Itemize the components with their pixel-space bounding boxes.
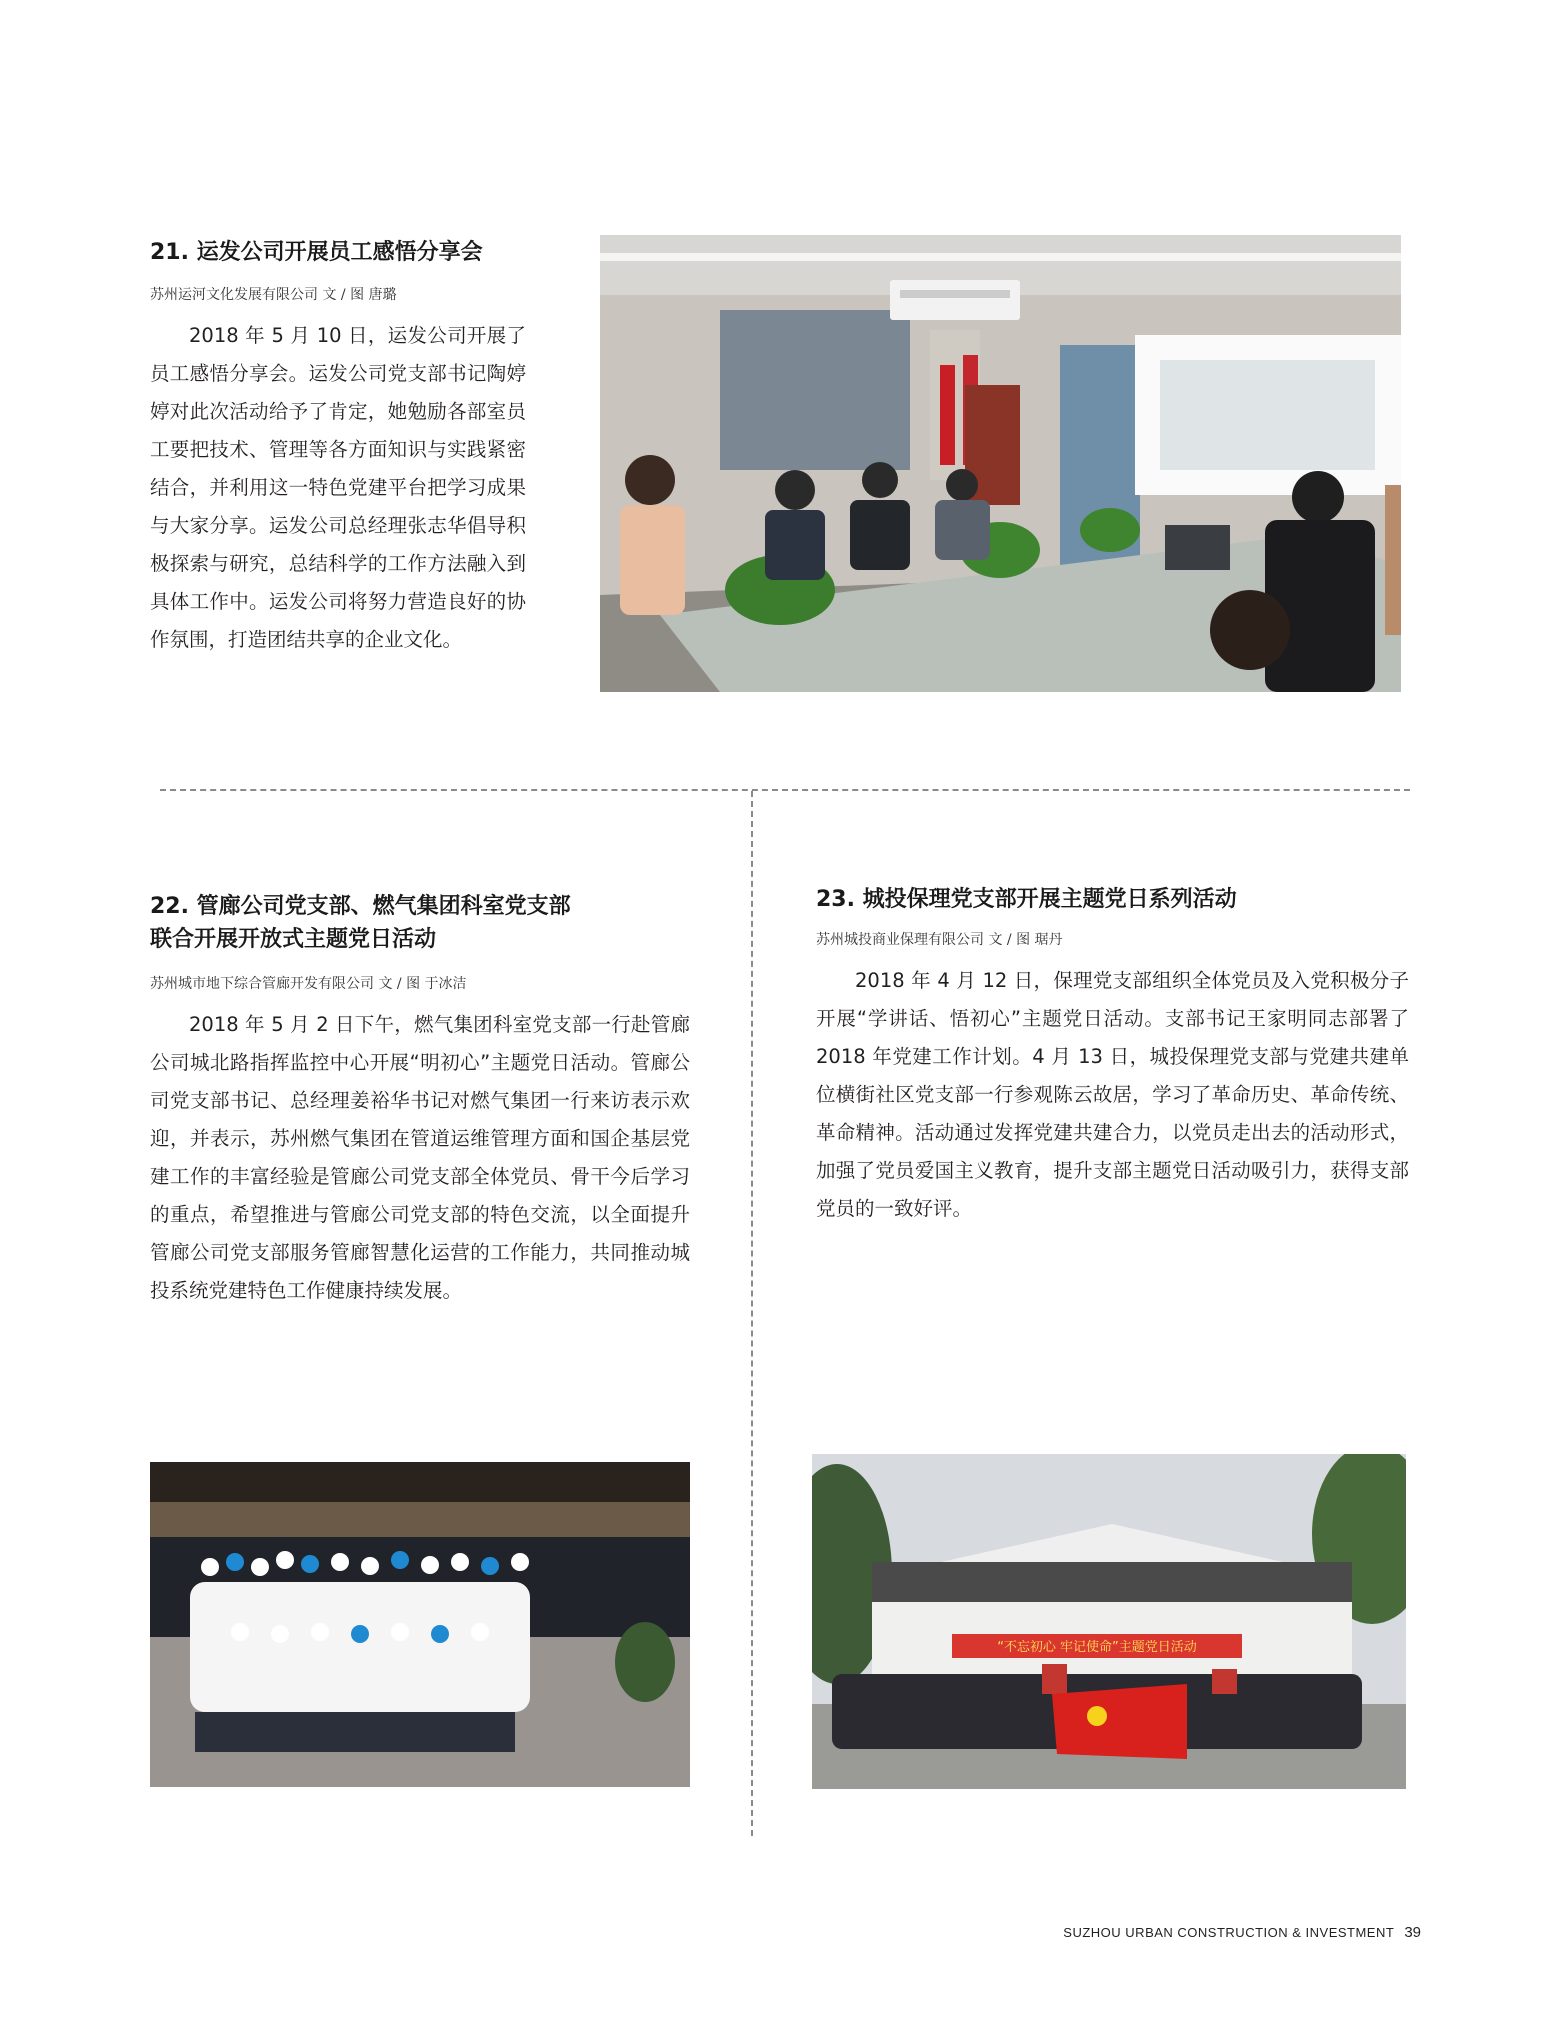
horizontal-divider: [160, 789, 1410, 791]
article-21-paragraph: 2018 年 5 月 10 日，运发公司开展了员工感悟分享会。运发公司党支部书记陶婷婷对此次活动给予了肯定，她勉励各部室员工要把技术、管理等各方面知识与实践紧密结合，并利用这一特色党建平台把学习成果与大家分享。运发公司总经理张志华倡导积极探索与研究，总结科学的工作方法融入到具体工作中。运发公司将努力营造良好的协作氛围，打造团结共享的企业文化。: [150, 324, 526, 651]
article-21-title: 21. 运发公司开展员工感悟分享会: [150, 240, 483, 265]
article-21-byline: 苏州运河文化发展有限公司 文 / 图 唐璐: [150, 287, 397, 303]
article-21-body: [150, 317, 526, 659]
vertical-divider: [751, 791, 753, 1836]
article-23-body: [816, 962, 1409, 1228]
page-footer: [1063, 1922, 1421, 1941]
article-23-paragraph: 2018 年 4 月 12 日，保理党支部组织全体党员及入党积极分子开展“学讲话、悟初心”主题党日活动。支部书记王家明同志部署了 2018 年党建工作计划。4 月 13 日，城投保理党支部与党建共建单位横街社区党支部一行参观陈云故居，学习了革命历史、革命传统、革命精神。活动通过发挥党建共建合力，以党员走出去的活动形式，加强了党员爱国主义教育，提升支部主题党日活动吸引力，获得支部党员的一致好评。: [816, 969, 1409, 1220]
magazine-name: SUZHOU URBAN CONSTRUCTION & INVESTMENT: [1063, 1925, 1395, 1940]
article-22-body: [150, 1006, 690, 1310]
article-22-title-line-2: 联合开展开放式主题党日活动: [150, 927, 437, 952]
article-23-byline: 苏州城投商业保理有限公司 文 / 图 琚丹: [816, 932, 1063, 948]
page-number: 39: [1404, 1924, 1421, 1941]
article-22-byline: 苏州城市地下综合管廊开发有限公司 文 / 图 于冰洁: [150, 976, 467, 992]
banner-text: “不忘初心 牢记使命”主题党日活动: [997, 1640, 1197, 1655]
article-22-title-line-1: 22. 管廊公司党支部、燃气集团科室党支部: [150, 894, 571, 919]
photo-group-hard-hats: [150, 1462, 690, 1787]
article-23-title: 23. 城投保理党支部开展主题党日系列活动: [816, 887, 1237, 912]
photo-group-party-flag: [812, 1454, 1406, 1789]
article-22-paragraph: 2018 年 5 月 2 日下午，燃气集团科室党支部一行赴管廊公司城北路指挥监控中心开展“明初心”主题党日活动。管廊公司党支部书记、总经理姜裕华书记对燃气集团一行来访表示欢迎，并表示，苏州燃气集团在管道运维管理方面和国企基层党建工作的丰富经验是管廊公司党支部全体党员、骨干今后学习的重点，希望推进与管廊公司党支部的特色交流，以全面提升管廊公司党支部服务管廊智慧化运营的工作能力，共同推动城投系统党建特色工作健康持续发展。: [150, 1013, 690, 1302]
photo-meeting-room: [600, 235, 1401, 692]
article-22-title: [150, 890, 730, 956]
